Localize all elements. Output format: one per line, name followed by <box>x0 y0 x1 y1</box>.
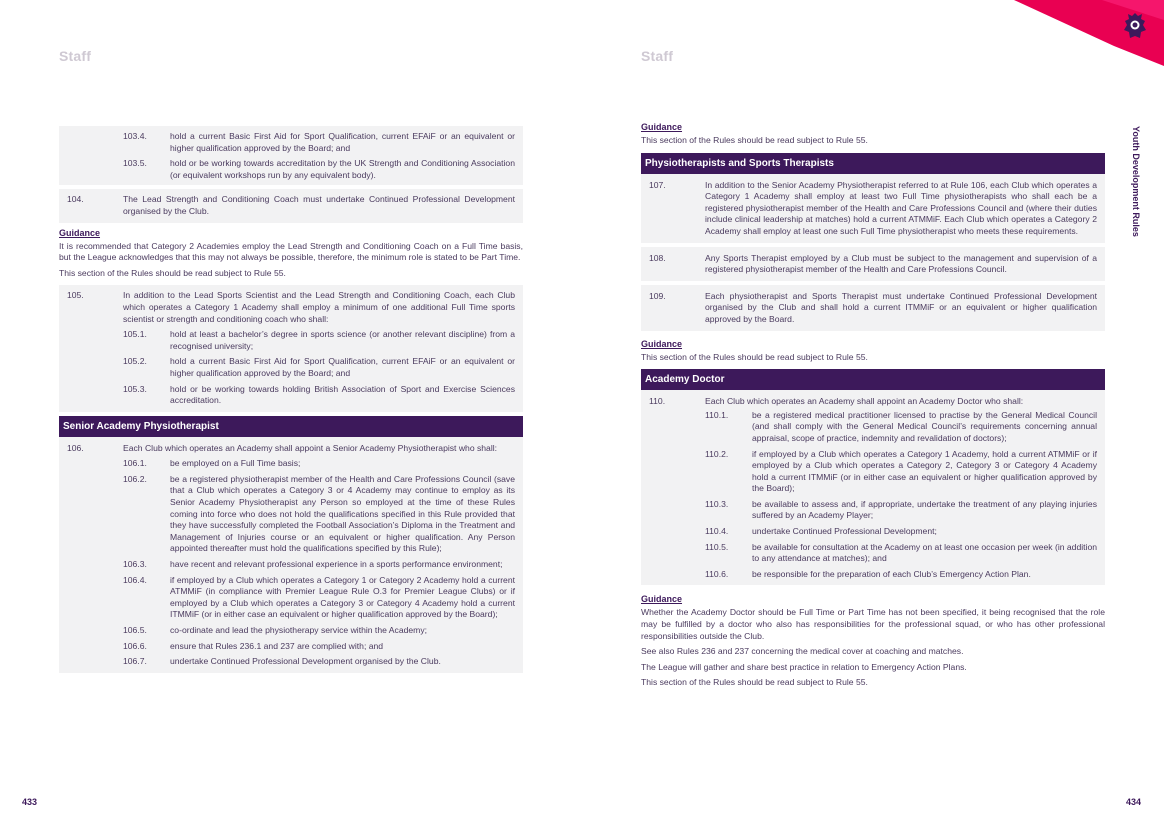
guidance-heading: Guidance <box>59 227 101 238</box>
page-header-right: Staff <box>641 48 674 64</box>
rule-110-2: 110.2. if employed by a Club which operates a Category 1 Academy, hold a current ATMMiF or if employed by a Club which operates a Category 2, Category 3 or Category 4 Academy hold a current ITMMiF (or in either case an equivalent or higher qualification approved by the Board); <box>705 448 1097 494</box>
page-header-left: Staff <box>59 48 92 64</box>
right-column <box>641 122 1105 693</box>
guidance-paragraph: It is recommended that Category 2 Academies employ the Lead Strength and Conditioning Coach on a Full Time basis, but the League acknowledges that this may not always be possible, therefore, the minimum role is stated to be Part Time. <box>59 240 523 263</box>
rule-106-5: 106.5. co-ordinate and lead the physiotherapy service within the Academy; <box>123 625 428 635</box>
rule-103-continuation <box>59 126 523 185</box>
rule-107: 107. In addition to the Senior Academy Physiotherapist referred to at Rule 106, each Club which operates a Category 1 Academy shall employ at least two Full Time physiotherapists who shall each be a registered physiotherapist member of the Health and Care Professions Council and (where their duties include clinical leadership at matches) hold a current ATMMiF. Each Club which operates a Category 2 Academy shall employ at least one such Full Time physiotherapist who meets these requirements. <box>641 174 1105 243</box>
rule-110-5: 110.5. be available for consultation at the Academy on at least one occasion per week (in addition to any attendance at matches); and <box>705 541 1097 564</box>
page-number-left: 433 <box>22 797 38 807</box>
page-number-right: 434 <box>1126 797 1142 807</box>
rule-106-6: 106.6. ensure that Rules 236.1 and 237 are complied with; and <box>123 640 384 651</box>
rule-109: 109. Each physiotherapist and Sports Therapist must undertake Continued Professional Development organised by the Club and shall hold a current ITMMiF or an equivalent or higher qualification approved by the Board. <box>641 285 1105 331</box>
side-label <box>1129 126 1141 256</box>
guidance-heading: Guidance <box>641 122 683 132</box>
rule-106-1: 106.1. be employed on a Full Time basis; <box>123 458 301 469</box>
rule-103-5: 103.5. hold or be working towards accreditation by the UK Strength and Conditioning Association (or equivalent workshops run by any equivalent body). <box>123 158 515 180</box>
guidance-paragraph: See also Rules 236 and 237 concerning the medical cover at coaching and matches. <box>641 646 964 657</box>
rule-106-3: 106.3. have recent and relevant professional experience in a sports performance environment; <box>123 559 503 570</box>
side-label-text: Youth Development Rules <box>1131 126 1141 237</box>
rule-106-2: 106.2. be a registered physiotherapist member of the Health and Care Professions Council (save that a Club which operates a Category 3 or 4 Academy may continue to employ as its Senior Academy Physiotherapist any Person so employed at the time of these Rules coming into force who does not hold the qualifications specified in this Rule provided that they have successfully completed the Football Association’s Diploma in the Treatment and Management of Injuries course or an equivalent or higher qualification. Any Person appointed thereafter must hold the qualifications specified by this Rule); <box>123 473 515 554</box>
rule-105-3: 105.3. hold or be working towards holding British Association of Sport and Exercise Sciences accreditation. <box>123 383 515 406</box>
rule-106-4: 106.4. if employed by a Club which operates a Category 1 or Category 2 Academy hold a current ATMMiF (in compliance with Premier League Rule O.3 for Premier League Clubs) or if employed by a Club which operates a Category 3 or Category 4 Academy hold a current ITMMiF (or in either case an equivalent or higher qualification approved by the Board); <box>123 574 515 620</box>
guidance-paragraph: This section of the Rules should be read subject to Rule 55. <box>641 677 868 688</box>
guidance-paragraph: Whether the Academy Doctor should be Full Time or Part Time has not been specified, it being recognised that the role may be fulfilled by a doctor who also has responsibilities for the professional squad, or who has other professional responsibilities outside the Club. <box>641 607 1105 641</box>
guidance-heading: Guidance <box>641 594 683 605</box>
guidance-paragraph: This section of the Rules should be read subject to Rule 55. <box>641 351 868 362</box>
rule-104: 104. The Lead Strength and Conditioning Coach must undertake Continued Professional Development organised by the Club. <box>59 189 523 222</box>
rule-108: 108. Any Sports Therapist employed by a Club must be subject to the management and supervision of a registered physiotherapist member of the Health and Care Professions Council. <box>641 247 1105 281</box>
section-heading-physiotherapists: Physiotherapists and Sports Therapists <box>641 153 1105 174</box>
rule-106: 106. Each Club which operates an Academy shall appoint a Senior Academy Physiotherapist who shall: 106.1. be employed on a Full Time basis; 106.2. be a registered physiotherapist member of the Health and Care Professions Council (save that a Club which operates a Category 3 or 4 Academy may continue to employ as its Senior Academy Physiotherapist any Person so employed at the time of these Rules coming into force who does not hold the qualifications specified in this Rule provided that they have successfully completed the Football Association’s Diploma in the Treatment and Management of Injuries course or an equivalent or higher qualification. Any Person appointed thereafter must hold the qualifications specified by this Rule); 106.3. have recent and relevant professional experience in a sports performance environment; 106.4. if employed by a Club which operates a Category 1 or Category 2 Academy hold a current ATMMiF (in compliance with Premier League Rule O.3 for Premier League Clubs) or if employed by a Club which operates a Category 3 or Category 4 Academy hold a current ITMMiF (or in either case an equivalent or higher qualification approved by the Board); 106.5. co-ordinate and lead the physiotherapy service within the Academy; 106.6. ensure that Rules 236.1 and 237 are complied with; and 106.7. undertake Continued Professional Development organised by the Club. <box>59 437 523 673</box>
rule-105: 105. In addition to the Lead Sports Scientist and the Lead Strength and Conditioning Coach, each Club which operates a Category 1 Academy shall employ a minimum of one additional Full Time sports scientist or strength and conditioning coach who shall: 105.1. hold at least a bachelor’s degree in sports science (or another relevant discipline) from a recognised university; 105.2. hold a current Basic First Aid for Sport Qualification, current EFAiF or an equivalent or higher qualification approved by the Board; and 105.3. hold or be working towards holding British Association of Sport and Exercise Sciences accreditation. <box>59 285 523 411</box>
guidance-paragraph: The League will gather and share best practice in relation to Emergency Action Plans. <box>641 661 967 672</box>
rule-110-1: 110.1. be a registered medical practitioner licensed to practise by the General Medical Council (and shall comply with the General Medical Council’s requirements concerning annual appraisal, scope of practice, indemnity and revalidation of doctors); <box>705 409 1097 443</box>
rule-103-4: 103.4. hold a current Basic First Aid for Sport Qualification, current EFAiF or an equivalent or higher qualification approved by the Board; and <box>123 131 515 153</box>
rule-110-6: 110.6. be responsible for the preparation of each Club’s Emergency Action Plan. <box>705 568 1031 579</box>
guidance-paragraph: This section of the Rules should be read subject to Rule 55. <box>641 135 868 145</box>
section-heading-academy-doctor: Academy Doctor <box>641 369 1105 390</box>
rule-110: 110. Each Club which operates an Academy shall appoint an Academy Doctor who shall: 110.1. be a registered medical practitioner licensed to practise by the General Medical Council (and shall comply with the General Medical Council’s requirements concerning annual appraisal, scope of practice, indemnity and revalidation of doctors); 110.2. if employed by a Club which operates a Category 1 Academy, hold a current ATMMiF or if employed by a Club which operates a Category 2, Category 3 or Category 4 Academy hold a current ITMMiF (or in either case an equivalent or higher qualification approved by the Board); 110.3. be available to assess and, if appropriate, undertake the treatment of any playing injuries suffered by an Academy Player; 110.4. undertake Continued Professional Development; 110.5. be available for consultation at the Academy on at least one occasion per week (in addition to any attendance at matches); and 110.6. be responsible for the preparation of each Club’s Emergency Action Plan. <box>641 390 1105 585</box>
section-heading-senior-physio: Senior Academy Physiotherapist <box>59 416 523 437</box>
rule-105-2: 105.2. hold a current Basic First Aid for Sport Qualification, current EFAiF or an equivalent or higher qualification approved by the Board; and <box>123 356 515 378</box>
left-column <box>59 126 523 677</box>
guidance-heading: Guidance <box>641 338 683 349</box>
rule-105-1: 105.1. hold at least a bachelor’s degree in sports science (or another relevant discipline) from a recognised university; <box>123 329 515 351</box>
rule-106-7: 106.7. undertake Continued Professional Development organised by the Club. <box>123 656 441 667</box>
rule-110-4: 110.4. undertake Continued Professional Development; <box>705 526 937 537</box>
premier-league-lion-icon <box>1122 11 1148 41</box>
rule-110-3: 110.3. be available to assess and, if appropriate, undertake the treatment of any playing injuries suffered by an Academy Player; <box>705 498 1097 521</box>
guidance-paragraph: This section of the Rules should be read subject to Rule 55. <box>59 267 286 278</box>
